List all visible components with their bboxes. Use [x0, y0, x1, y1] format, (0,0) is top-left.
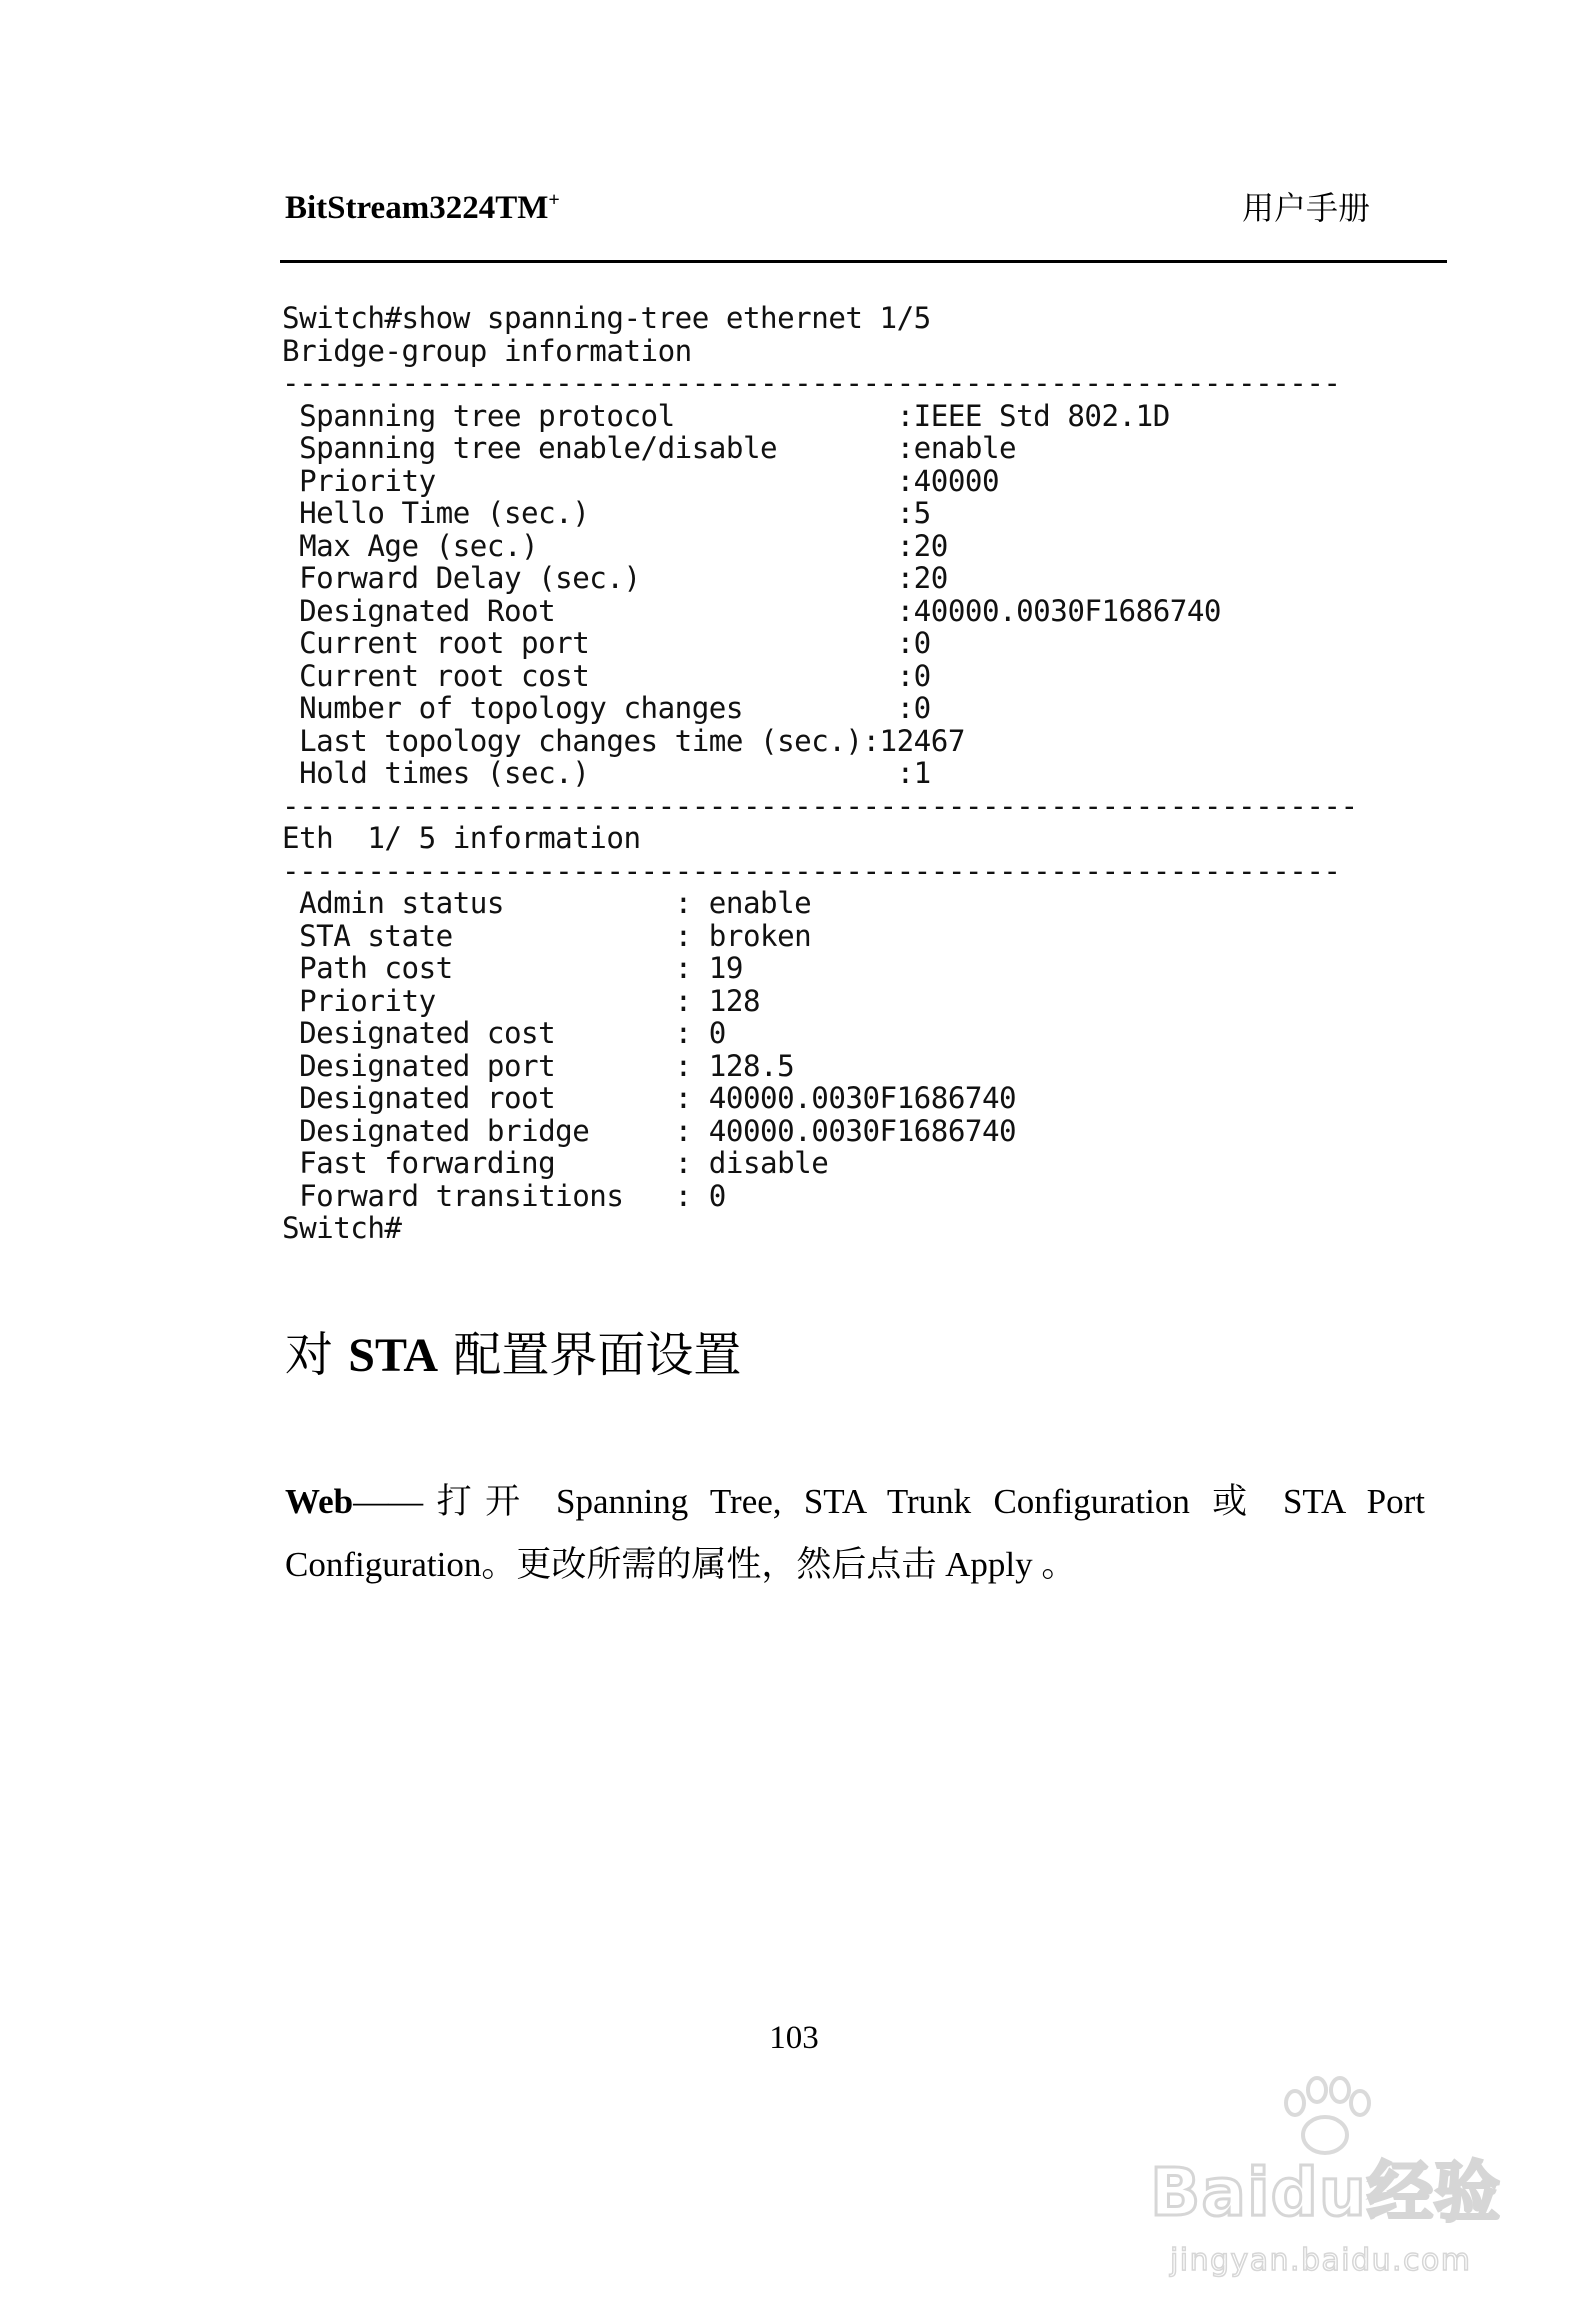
terminal-line: Priority :40000: [282, 463, 1000, 498]
page-header: [285, 188, 1370, 238]
terminal-line: Designated port : 128.5: [282, 1048, 795, 1083]
terminal-line: Hold times (sec.) :1: [282, 756, 931, 790]
page-number: 103: [769, 2020, 819, 2056]
terminal-line: Spanning tree protocol :IEEE Std 802.1D: [282, 398, 1170, 433]
paragraph-line: Configuration。更改所需的属性，然后点击 Apply 。: [285, 1545, 1077, 1584]
terminal-line: Priority : 128: [282, 983, 761, 1018]
terminal-line: Spanning tree enable/disable :enable: [282, 431, 1017, 465]
terminal-line: Hello Time (sec.) :5: [282, 496, 931, 530]
terminal-line: --------------------------------------------------------------: [282, 366, 1341, 400]
terminal-line: STA state : broken: [282, 918, 812, 953]
terminal-line: Max Age (sec.) :20: [282, 528, 948, 563]
header-divider: [280, 260, 1447, 263]
terminal-line: Bridge-group information: [282, 333, 692, 368]
web-label: Web: [285, 1482, 354, 1521]
section-heading: 对 STA 配置界面设置: [285, 1327, 742, 1383]
terminal-line: Designated bridge : 40000.0030F1686740: [282, 1113, 1017, 1148]
manual-title: 用户手册: [1241, 189, 1370, 227]
terminal-line: Designated Root :40000.0030F1686740: [282, 593, 1221, 628]
body-paragraph: [285, 1470, 1425, 1596]
baidu-jingyan-watermark: [1125, 2065, 1525, 2290]
terminal-line: Fast forwarding : disable: [282, 1146, 829, 1180]
terminal-line: Forward transitions : 0: [282, 1178, 726, 1213]
paw-icon: [1286, 2078, 1369, 2153]
watermark-url: jingyan.baidu.com: [1170, 2243, 1470, 2278]
terminal-line: --------------------------------------------------------------: [282, 853, 1341, 888]
terminal-line: Admin status : enable: [282, 886, 812, 920]
terminal-line: Number of topology changes :0: [282, 691, 931, 725]
watermark-brand: Baidu经验: [1150, 2154, 1500, 2231]
terminal-line: ---------------------------------------------------------------: [282, 788, 1358, 823]
product-name-superscript: +: [548, 189, 560, 211]
terminal-line: Current root cost :0: [282, 658, 931, 693]
terminal-line: Last topology changes time (sec.):12467: [282, 723, 965, 758]
terminal-line: Switch#show spanning-tree ethernet 1/5: [282, 301, 931, 335]
terminal-line: Path cost : 19: [282, 951, 743, 985]
product-name: BitStream3224TM+: [285, 189, 560, 226]
terminal-line: Eth 1/ 5 information: [282, 821, 641, 855]
terminal-line: Designated cost : 0: [282, 1016, 726, 1050]
terminal-line: Designated root : 40000.0030F1686740: [282, 1081, 1017, 1115]
terminal-output: [282, 302, 1422, 1245]
paragraph-line: Web——打开 Spanning Tree, STA Trunk Configuration 或 STA Port: [285, 1482, 1425, 1521]
terminal-line: Current root port :0: [282, 626, 931, 660]
terminal-line: Switch#: [282, 1211, 402, 1245]
terminal-line: Forward Delay (sec.) :20: [282, 561, 948, 595]
